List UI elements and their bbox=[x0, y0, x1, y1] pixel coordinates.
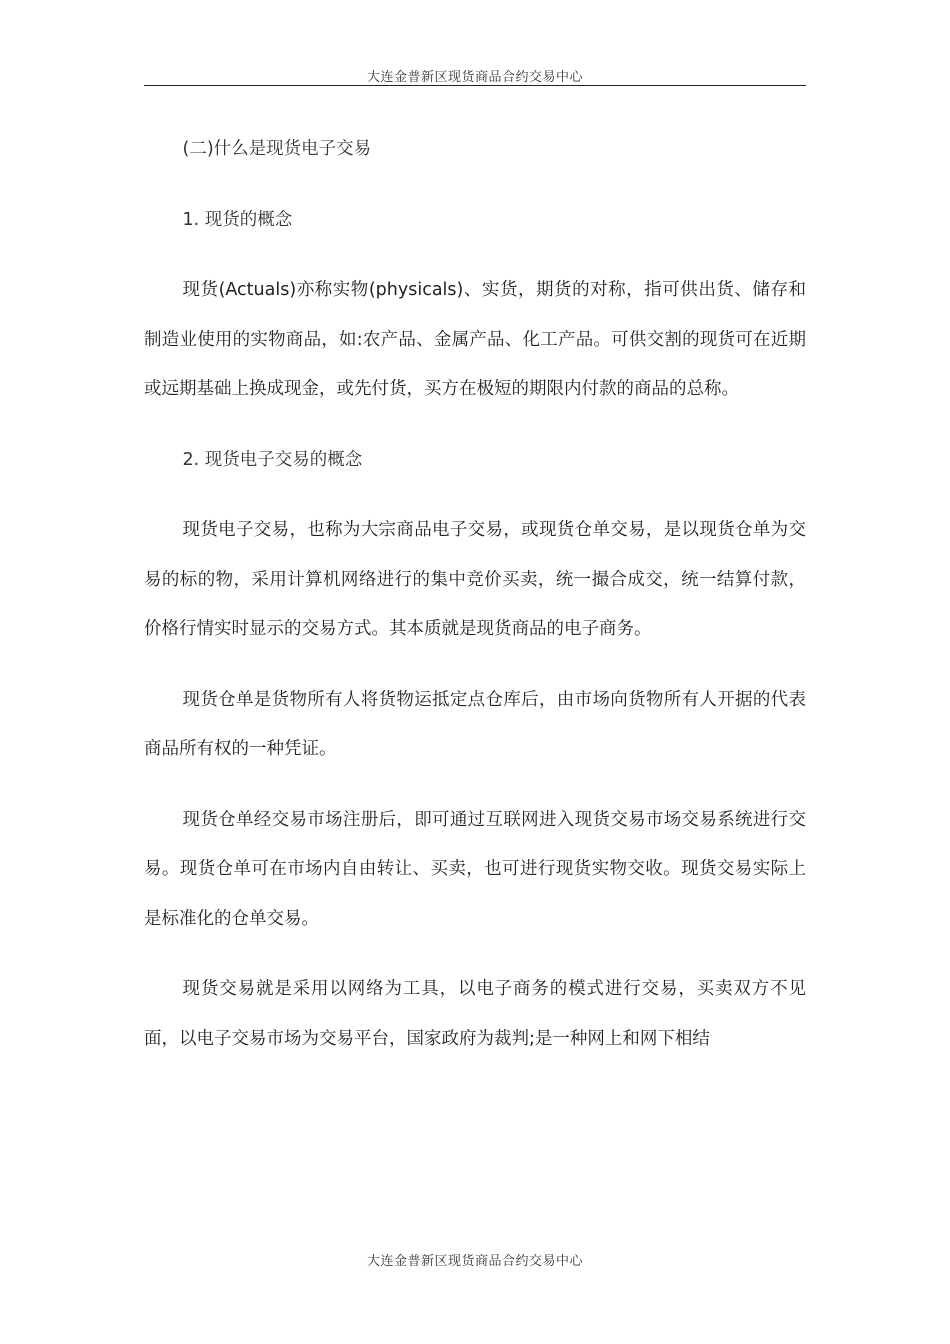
document-body bbox=[144, 125, 806, 1085]
paragraph-spot-definition: 现货(Actuals)亦称实物(physicals)、实货，期货的对称，指可供出货、储存和制造业使用的实物商品，如:农产品、金属产品、化工产品。可供交割的现货可在近期或远期基础上换成现金，或先付货，买方在极短的期限内付款的商品的总称。 bbox=[144, 280, 806, 399]
paragraph-receipt-registration: 现货仓单经交易市场注册后，即可通过互联网进入现货交易市场交易系统进行交易。现货仓单可在市场内自由转让、买卖，也可进行现货实物交收。现货交易实际上是标准化的仓单交易。 bbox=[144, 809, 806, 929]
page-footer: 大连金普新区现货商品合约交易中心 bbox=[366, 1254, 583, 1269]
paragraph-electronic-trading-definition: 现货电子交易，也称为大宗商品电子交易，或现货仓单交易，是以现货仓单为交易的标的物，采用计算机网络进行的集中竞价买卖，统一撮合成交，统一结算付款，价格行情实时显示的交易方式。其本质就是现货商品的电子商务。 bbox=[144, 520, 806, 639]
subsection-heading-spot-concept: 1. 现货的概念 bbox=[182, 209, 293, 230]
subsection-heading-electronic-trading: 2. 现货电子交易的概念 bbox=[182, 449, 363, 470]
paragraph-warehouse-receipt: 现货仓单是货物所有人将货物运抵定点仓库后，由市场向货物所有人开据的代表商品所有权的一种凭证。 bbox=[144, 689, 806, 759]
header-divider bbox=[144, 85, 806, 86]
page-header: 大连金普新区现货商品合约交易中心 bbox=[366, 70, 583, 85]
section-heading: (二)什么是现货电子交易 bbox=[182, 139, 372, 159]
paragraph-trading-mode: 现货交易就是采用以网络为工具，以电子商务的模式进行交易，买卖双方不见面，以电子交易市场为交易平台，国家政府为裁判;是一种网上和网下相结 bbox=[144, 979, 806, 1049]
